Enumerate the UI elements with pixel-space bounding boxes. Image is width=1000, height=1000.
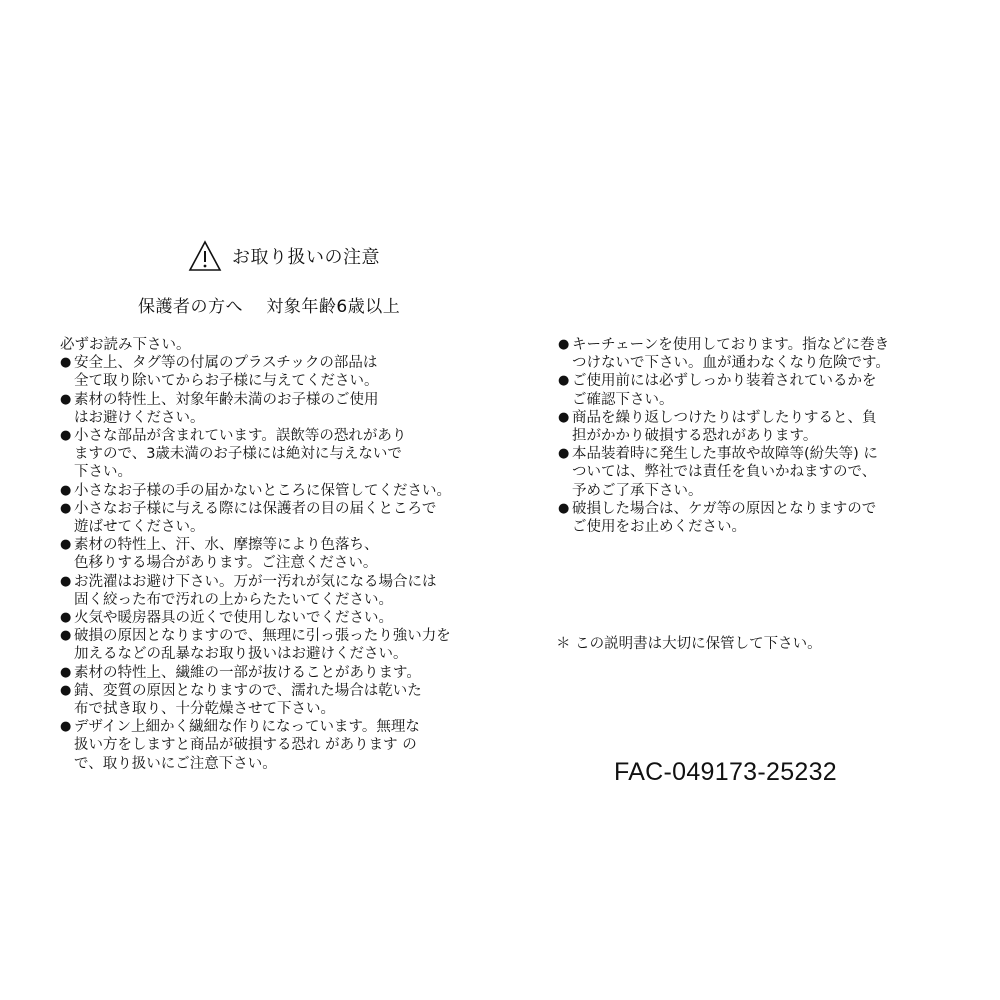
item-text-line: つけないで下さい。血が通わなくなり危険です。 [572,355,890,372]
item-text-line: はお避けください。 [74,409,205,426]
intro-text: 必ずお読み下さい。 [60,337,191,353]
item-text-line: ついては、弊社では責任を負いかねますので、 [572,464,877,481]
list-item [60,682,480,718]
item-text-line: で、取り扱いにご注意下さい。 [74,755,277,772]
bullet-icon: ● [558,446,570,462]
item-text-line: 安全上、タグ等の付属のプラスチックの部品は [74,355,378,372]
bullet-icon: ● [60,719,72,735]
item-text-line: ますので、3歳未満のお子様には絶対に与えないで [74,446,402,463]
bullet-icon: ● [558,337,570,352]
item-text [74,718,420,773]
item-text [74,354,379,390]
list-item [558,445,958,500]
item-text [572,445,878,500]
bullet-icon: ● [558,373,570,389]
list-item [60,573,480,609]
item-text-line: 小さな部品が含まれています。誤飲等の恐れがあり [74,428,407,445]
warning-triangle-icon [188,240,222,272]
item-text [74,609,393,627]
page-subtitle: 保護者の方へ 対象年齢6歳以上 [138,297,401,317]
list-item [558,372,958,408]
item-text-line: 下さい。 [74,464,132,481]
item-text-line: 小さなお子様の手の届かないところに保管してください。 [74,482,451,499]
list-item [60,391,480,427]
bullet-icon: ● [60,428,72,444]
item-text-line: 破損の原因となりますので、無理に引っ張ったり強い力を [74,628,451,645]
item-text-line: 全て取り除いてからお子様に与えてください。 [74,373,379,390]
list-item [60,718,480,773]
list-item [60,664,480,682]
bullet-icon: ● [60,482,72,498]
item-text-line: 遊ばせてください。 [74,519,205,536]
item-text [74,664,421,682]
list-item [558,500,958,536]
bullet-icon: ● [60,610,72,626]
item-text-line: 予めご了承下さい。 [572,482,703,499]
page-title: お取り扱いの注意 [232,247,380,268]
item-text-line: 素材の特性上、対象年齢未満のお子様のご使用 [74,391,379,408]
item-text-line: 布で拭き取り、十分乾燥させて下さい。 [74,701,335,718]
item-text-line: 色移りする場合があります。ご注意ください。 [74,555,378,572]
item-text [74,500,436,536]
item-text-line: 本品装着時に発生した事故や故障等(紛失等) に [572,446,878,463]
keep-manual-note: ＊ この説明書は大切に保管して下さい。 [556,636,822,652]
bullet-icon: ● [60,664,72,680]
item-text-line: 扱い方をしますと商品が破損する恐れ があります の [74,737,417,754]
bullet-icon: ● [60,682,72,698]
item-text-line: ご使用をお止めください。 [572,519,746,536]
item-text-line: 破損した場合は、ケガ等の原因となりますので [572,500,877,517]
left-items-list [60,354,480,773]
item-text-line: 小さなお子様に与える際には保護者の目の届くところで [74,500,437,517]
item-text [74,427,406,482]
list-item [60,627,480,663]
item-text [572,336,890,372]
right-items-list [558,336,958,536]
list-item [60,354,480,390]
bullet-icon: ● [60,573,72,589]
item-text-line: 火気や暖房器具の近くで使用しないでください。 [74,610,393,627]
bullet-icon: ● [60,628,72,644]
list-item [60,482,480,500]
item-text [74,682,422,718]
list-item [558,336,958,372]
item-text-line: 担がかかり破損する恐れがあります。 [572,428,818,445]
left-column [60,336,480,773]
item-text [572,409,877,445]
item-text-line: 固く絞った布で汚れの上からたたいてください。 [74,591,393,608]
list-item [60,536,480,572]
item-text-line: 素材の特性上、繊維の一部が抜けることがあります。 [74,664,421,681]
product-code: FAC-049173-25232 [614,758,838,786]
list-item [60,500,480,536]
item-text-line: 素材の特性上、汗、水、摩擦等により色落ち、 [74,537,379,554]
item-text-line: ご確認下さい。 [572,391,674,408]
bullet-icon: ● [558,500,570,516]
item-text [572,500,876,536]
item-text-line: 錆、変質の原因となりますので、濡れた場合は乾いた [74,682,422,699]
bullet-icon: ● [558,409,570,425]
title-row [188,240,380,272]
item-text-line: お洗濯はお避け下さい。万が一汚れが気になる場合には [74,573,437,590]
bullet-icon: ● [60,500,72,516]
item-text [572,372,877,408]
item-text-line: デザイン上細かく繊細な作りになっています。無理な [74,719,420,736]
item-text [74,573,437,609]
list-item [558,409,958,445]
item-text [74,627,451,663]
item-text [74,391,379,427]
bullet-icon: ● [60,391,72,407]
item-text-line: 商品を繰り返しつけたりはずしたりすると、負 [572,409,877,426]
item-text-line: キーチェーンを使用しております。指などに巻き [572,337,890,353]
list-item [60,427,480,482]
bullet-icon: ● [60,355,72,371]
item-text [74,482,451,500]
item-text-line: ご使用前には必ずしっかり装着されているかを [572,373,877,390]
item-text-line: 加えるなどの乱暴なお取り扱いはお避けください。 [74,646,408,663]
item-text [74,536,379,572]
bullet-icon: ● [60,537,72,553]
right-column [558,336,958,536]
list-item [60,609,480,627]
